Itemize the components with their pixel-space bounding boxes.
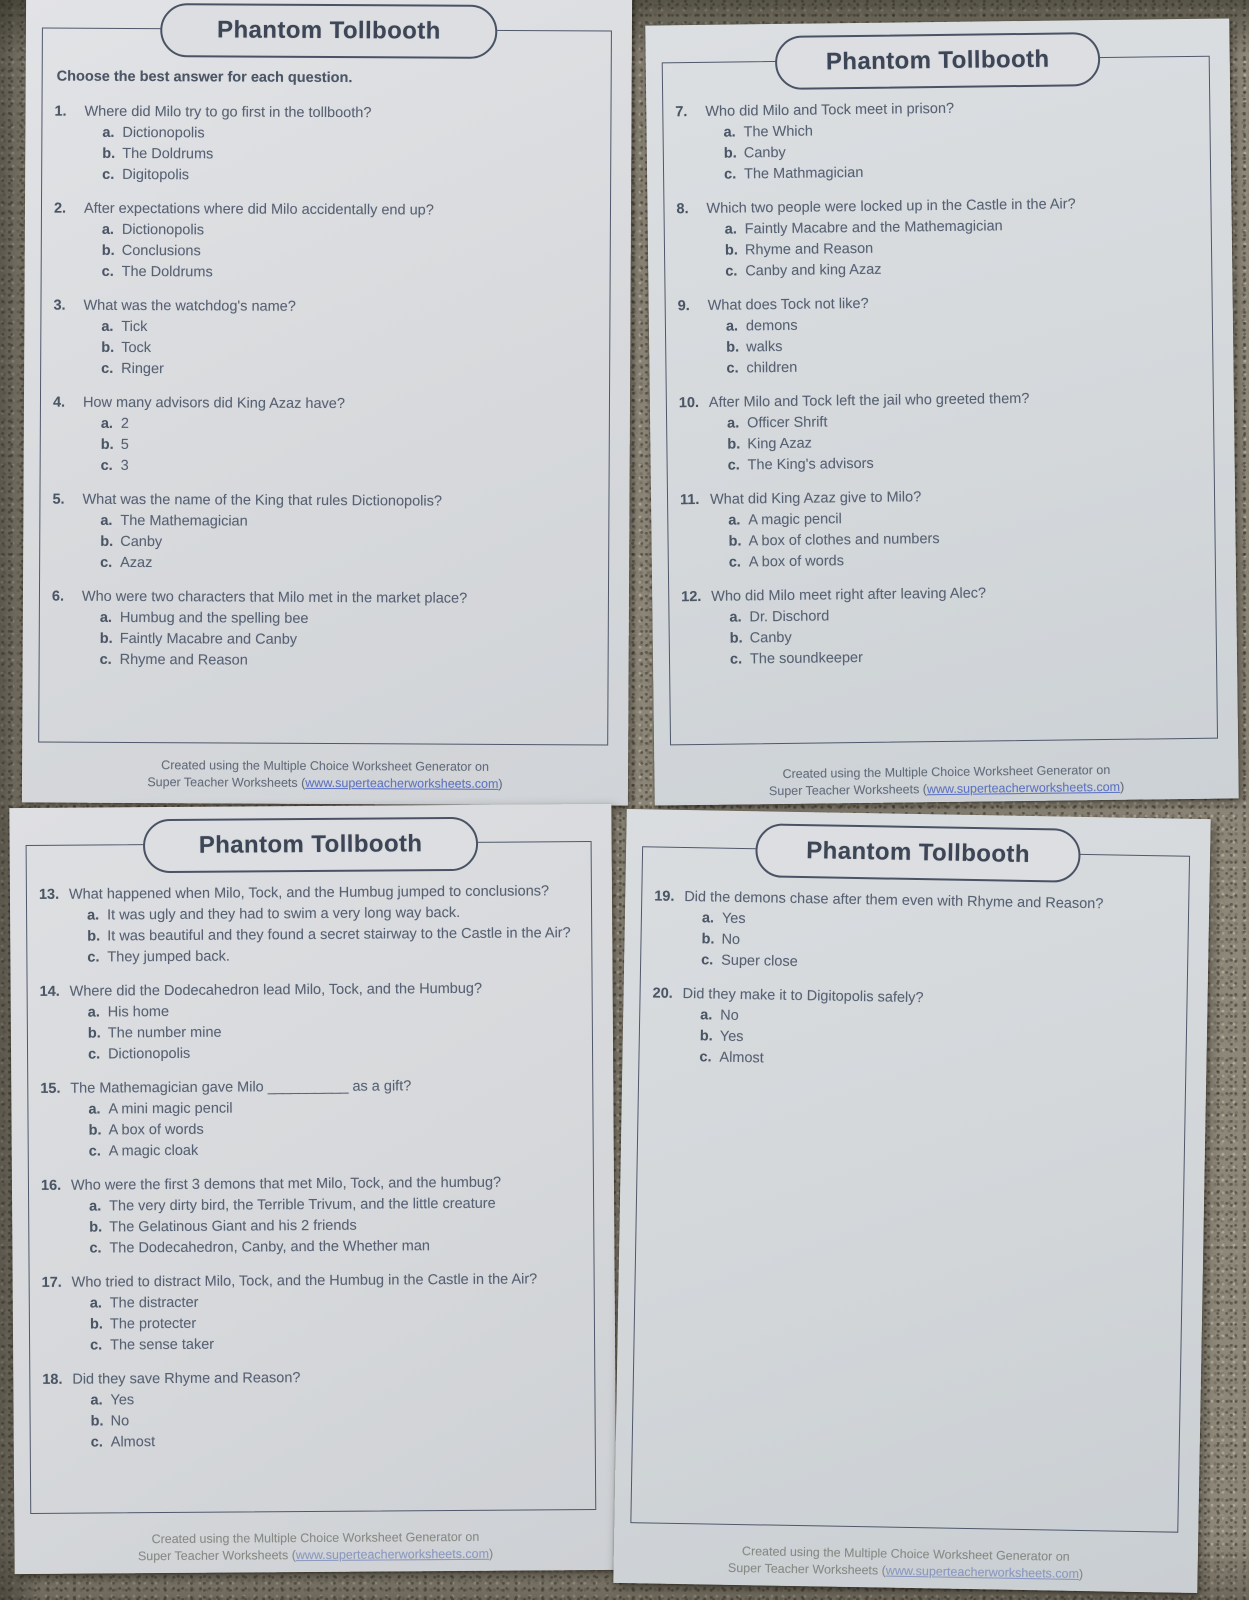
option-letter: c. [90, 1337, 103, 1354]
option-text: It was ugly and they had to swim a very long way back. [107, 904, 461, 924]
answer-option [102, 242, 596, 264]
answer-option [102, 166, 596, 188]
footer-line1: Created using the Multiple Choice Worksheet Generator on [741, 1544, 1070, 1564]
footer-site-name: Super Teacher Worksheets ( [147, 775, 306, 790]
question-body [84, 103, 596, 188]
question-text: Who were two characters that Milo met in the market place? [81, 588, 468, 607]
answer-option [90, 1333, 580, 1355]
option-letter: c. [100, 554, 113, 571]
question-body [82, 588, 594, 673]
option-letter: c. [90, 1434, 103, 1451]
answer-option [725, 257, 1197, 282]
option-text: No [720, 1007, 739, 1024]
question-text: Who were the first 3 demons that met Milo, Tock, and the humbug? [70, 1174, 502, 1194]
option-letter: b. [87, 928, 101, 945]
option-letter: a. [728, 512, 741, 529]
option-letter: c. [101, 360, 114, 377]
question-body [709, 388, 1200, 476]
page-title: Phantom Tollbooth [806, 837, 1031, 869]
page-title: Phantom Tollbooth [217, 16, 441, 45]
option-text: Almost [110, 1434, 156, 1451]
option-letter: a. [101, 221, 115, 238]
worksheet-title-banner [755, 823, 1081, 883]
option-text: Conclusions [121, 242, 201, 260]
footer-close-paren: ) [488, 1546, 494, 1561]
answer-option [101, 415, 595, 437]
worksheet-footer [654, 760, 1238, 801]
question-body [71, 1173, 580, 1259]
question-body [705, 97, 1196, 185]
question-text: Who tried to distract Milo, Tock, and the Humbug in the Castle in the Air? [71, 1271, 538, 1291]
option-letter: a. [89, 1295, 102, 1312]
option-text: Canby [120, 533, 163, 551]
question-body [84, 200, 596, 285]
option-text: A mini magic pencil [108, 1100, 233, 1118]
worksheet-footer [613, 1541, 1198, 1585]
worksheet-footer [22, 756, 628, 793]
answer-option [89, 1215, 579, 1237]
footer-line1: Created using the Multiple Choice Worksheet Generator on [151, 1529, 480, 1547]
option-letter: b. [89, 1219, 103, 1236]
question-number: 13. [38, 886, 60, 903]
option-letter: b. [88, 1122, 102, 1139]
answer-option [91, 1430, 581, 1452]
question [52, 491, 594, 576]
option-text: Tock [121, 339, 152, 357]
option-letter: b. [100, 436, 114, 453]
instructions: Choose the best answer for each question. [56, 68, 353, 87]
option-text: Yes [719, 1028, 744, 1046]
question-box [38, 28, 612, 746]
question [39, 882, 578, 968]
question [651, 984, 1172, 1075]
option-text: Dictionopolis [121, 221, 205, 239]
question-number: 8. [676, 201, 689, 218]
option-letter: c. [699, 1049, 712, 1066]
worksheet-page-4 [613, 809, 1210, 1593]
option-text: Yes [110, 1392, 135, 1409]
footer-link: www.superteacherworksheets.com [885, 1563, 1080, 1581]
question-number: 11. [679, 491, 700, 509]
worksheet-title-banner [160, 3, 498, 59]
option-letter: b. [699, 1028, 713, 1045]
option-letter: c. [727, 457, 740, 474]
question-body [83, 394, 595, 479]
option-letter: a. [89, 1198, 102, 1215]
option-letter: b. [728, 533, 742, 550]
question-list [52, 103, 597, 673]
question-text: Did the demons chase after them even with Rhyme and Reason? [684, 888, 1104, 913]
option-text: Faintly Macabre and the Mathemagician [744, 218, 1003, 238]
question [40, 1076, 579, 1162]
option-text: No [721, 931, 741, 948]
worksheet-page-3 [9, 804, 616, 1574]
answer-option [88, 1097, 578, 1119]
option-text: Super close [721, 952, 798, 970]
answer-option [100, 651, 594, 673]
option-text: 3 [120, 457, 129, 474]
question-body [72, 1367, 581, 1453]
option-text: Canby [749, 629, 792, 647]
option-letter: a. [100, 512, 113, 529]
question-number: 19. [654, 888, 675, 905]
question-number: 4. [52, 394, 66, 411]
question-body [710, 485, 1201, 573]
question-box [662, 56, 1218, 746]
option-text: The Doldrums [121, 263, 213, 281]
question [54, 103, 596, 188]
option-letter: c. [88, 1046, 101, 1063]
page-title: Phantom Tollbooth [198, 830, 423, 859]
option-letter: c. [88, 1143, 101, 1160]
answer-option [89, 1236, 579, 1258]
option-letter: a. [102, 124, 115, 141]
question-number: 20. [652, 985, 673, 1002]
answer-option [88, 1021, 578, 1043]
option-text: The sense taker [110, 1336, 215, 1354]
option-text: Canby and king Azaz [745, 261, 882, 280]
footer-site-name: Super Teacher Worksheets ( [727, 1560, 886, 1578]
option-letter: a. [701, 910, 715, 927]
option-letter: b. [726, 339, 740, 356]
question [653, 887, 1174, 978]
question [679, 388, 1200, 476]
answer-option [729, 548, 1201, 573]
question-body [82, 491, 594, 576]
answer-option [102, 145, 596, 167]
footer-line1: Created using the Multiple Choice Worksheet Generator on [161, 758, 489, 774]
option-text: walks [746, 338, 783, 356]
question-text: What was the name of the King that rules Dictionopolis? [82, 491, 442, 510]
question [681, 582, 1202, 670]
option-letter: a. [101, 318, 114, 335]
question-number: 15. [40, 1080, 61, 1097]
answer-option [87, 945, 577, 967]
question-text: Did they save Rhyme and Reason? [72, 1370, 301, 1388]
option-letter: b. [724, 242, 738, 259]
option-letter: b. [87, 1025, 101, 1042]
option-text: 5 [120, 436, 129, 453]
question-number: 7. [675, 104, 688, 121]
option-text: Rhyme and Reason [119, 651, 248, 669]
option-text: Dictionopolis [122, 124, 205, 142]
option-letter: c. [99, 651, 112, 668]
option-letter: a. [87, 1004, 100, 1021]
option-letter: b. [727, 436, 741, 453]
answer-option [724, 160, 1196, 185]
question-text: What was the watchdog's name? [83, 297, 296, 315]
question-box [630, 846, 1190, 1532]
question-body [83, 297, 595, 382]
answer-option [89, 1194, 579, 1216]
option-text: The Dodecahedron, Canby, and the Whether man [109, 1238, 431, 1257]
footer-site-name: Super Teacher Worksheets ( [137, 1548, 296, 1564]
question [676, 194, 1197, 282]
page-title: Phantom Tollbooth [825, 45, 1050, 76]
footer-close-paren: ) [1078, 1566, 1084, 1582]
answer-option [102, 263, 596, 285]
option-text: Rhyme and Reason [744, 240, 874, 259]
option-text: Yes [721, 910, 746, 928]
option-letter: a. [725, 318, 739, 335]
option-text: The number mine [107, 1024, 222, 1042]
question-body [70, 979, 579, 1065]
question-text: Who did Milo and Tock meet in prison? [705, 100, 955, 120]
option-text: Almost [719, 1049, 764, 1067]
question-number: 10. [678, 394, 700, 412]
option-letter: c. [102, 166, 115, 183]
footer-close-paren: ) [1119, 779, 1125, 794]
option-text: Humbug and the spelling bee [119, 609, 309, 627]
option-letter: b. [102, 145, 116, 162]
question-number: 9. [677, 298, 690, 315]
question-body [711, 582, 1202, 670]
option-letter: b. [701, 931, 715, 948]
question-list [39, 882, 581, 1453]
question-text: Who did Milo meet right after leaving Alec? [711, 585, 987, 605]
answer-option [87, 924, 577, 946]
option-text: No [110, 1413, 130, 1430]
option-text: The Doldrums [122, 145, 214, 163]
option-letter: b. [729, 630, 743, 647]
option-letter: a. [700, 1007, 713, 1024]
option-text: It was beautiful and they found a secret stairway to the Castle in the Air? [107, 925, 571, 945]
question [42, 1270, 581, 1356]
question [54, 200, 596, 285]
question [680, 485, 1201, 573]
option-letter: a. [100, 415, 113, 432]
answer-option [102, 221, 596, 243]
question-number: 16. [40, 1177, 62, 1194]
option-letter: a. [727, 415, 740, 432]
answer-option [101, 318, 595, 340]
answer-option [88, 1000, 578, 1022]
option-letter: c. [701, 952, 714, 969]
option-text: demons [745, 317, 798, 335]
question-body [683, 888, 1174, 979]
answer-option [101, 436, 595, 458]
question [53, 297, 595, 382]
option-text: Tick [121, 318, 148, 336]
option-text: A magic pencil [748, 511, 842, 529]
question-body [706, 194, 1197, 282]
question-number: 3. [53, 297, 66, 314]
question-body [70, 1076, 579, 1162]
footer-line2 [15, 1545, 617, 1566]
option-letter: c. [89, 1240, 102, 1257]
question-body [69, 882, 578, 968]
option-letter: a. [724, 221, 737, 238]
option-letter: a. [99, 609, 112, 626]
option-text: They jumped back. [107, 948, 230, 966]
question [678, 291, 1199, 379]
question [40, 979, 579, 1065]
footer-close-paren: ) [498, 776, 503, 791]
option-text: children [746, 359, 798, 377]
worksheet-footer [14, 1528, 616, 1566]
option-letter: b. [100, 533, 114, 550]
option-text: Azaz [120, 554, 153, 572]
option-text: The very dirty bird, the Terrible Trivum, and the little creature [109, 1195, 496, 1215]
answer-option [101, 339, 595, 361]
question-text: After expectations where did Milo accidentally end up? [83, 200, 434, 219]
worksheet-title-banner [143, 817, 478, 873]
option-text: The King's advisors [747, 455, 874, 474]
option-text: A box of words [108, 1121, 204, 1139]
answer-option [102, 124, 596, 146]
question-body [681, 985, 1172, 1076]
option-letter: c. [728, 554, 742, 571]
option-letter: a. [729, 609, 742, 626]
option-letter: c. [87, 949, 100, 966]
question-number: 6. [51, 588, 65, 605]
question-text: Where did Milo try to go first in the tollbooth? [84, 103, 372, 122]
option-text: Dictionopolis [107, 1045, 191, 1063]
question-number: 2. [53, 200, 67, 217]
option-letter: c. [725, 263, 738, 280]
option-text: The Which [743, 123, 813, 141]
answer-option [100, 554, 594, 576]
question [42, 1367, 581, 1453]
option-letter: c. [101, 263, 114, 280]
option-letter: a. [90, 1392, 103, 1409]
answer-option [90, 1312, 580, 1334]
option-text: Officer Shrift [747, 414, 828, 432]
option-letter: b. [89, 1316, 103, 1333]
question-body [72, 1270, 581, 1356]
option-letter: c. [726, 360, 739, 377]
worksheet-page-2 [645, 18, 1238, 805]
question-text: How many advisors did King Azaz have? [82, 394, 345, 413]
option-letter: c. [100, 457, 113, 474]
answer-option [90, 1388, 580, 1410]
option-letter: b. [101, 339, 115, 356]
question-text: Which two people were locked up in the Castle in the Air? [706, 196, 1076, 217]
question-text: What did King Azaz give to Milo? [709, 489, 922, 508]
option-text: The Gelatinous Giant and his 2 friends [109, 1217, 357, 1236]
option-text: 2 [120, 415, 129, 432]
question [41, 1173, 580, 1259]
option-letter: b. [723, 145, 737, 162]
question [52, 588, 594, 673]
option-text: The Mathemagician [120, 512, 248, 530]
option-text: The soundkeeper [749, 649, 863, 668]
option-letter: b. [90, 1413, 104, 1430]
answer-option [100, 512, 594, 534]
option-text: The protecter [109, 1315, 197, 1333]
worksheet-page-1 [22, 0, 632, 806]
footer-link: www.superteacherworksheets.com [926, 779, 1121, 797]
footer-line2 [22, 773, 628, 793]
option-letter: b. [101, 242, 115, 259]
option-text: The Mathmagician [743, 164, 864, 183]
option-text: A box of words [748, 553, 845, 571]
question-number: 18. [42, 1371, 63, 1388]
answer-option [88, 1042, 578, 1064]
question-number: 17. [41, 1274, 62, 1291]
question-number: 14. [39, 983, 60, 1000]
answer-option [89, 1118, 579, 1140]
answer-option [91, 1409, 581, 1431]
question [53, 394, 595, 479]
option-text: The distracter [109, 1294, 199, 1312]
answer-option [730, 645, 1202, 670]
answer-option [101, 457, 595, 479]
question-list [675, 97, 1202, 670]
option-letter: a. [88, 1101, 101, 1118]
footer-site-name: Super Teacher Worksheets ( [768, 782, 928, 799]
question-text: What does Tock not like? [707, 295, 869, 314]
option-text: A magic cloak [108, 1142, 199, 1160]
option-letter: b. [99, 630, 113, 647]
question-text: What happened when Milo, Tock, and the Humbug jumped to conclusions? [68, 883, 550, 903]
answer-option [726, 354, 1198, 379]
option-letter: a. [87, 907, 100, 924]
question-box [26, 841, 597, 1514]
question [675, 97, 1196, 185]
answer-option [728, 451, 1200, 476]
option-text: Dr. Dischord [749, 608, 830, 626]
option-text: Canby [743, 144, 786, 162]
answer-option [90, 1291, 580, 1313]
answer-option [101, 360, 595, 382]
question-text: After Milo and Tock left the jail who greeted them? [708, 390, 1030, 411]
question-body [708, 291, 1199, 379]
footer-link: www.superteacherworksheets.com [295, 1546, 490, 1563]
answer-option [89, 1139, 579, 1161]
answer-option [87, 903, 577, 925]
question-list [651, 887, 1174, 1075]
option-text: King Azaz [747, 435, 812, 453]
option-letter: c. [723, 166, 737, 183]
question-text: Did they make it to Digitopolis safely? [682, 985, 924, 1007]
option-letter: a. [723, 124, 736, 141]
question-number: 12. [681, 588, 702, 606]
footer-line1: Created using the Multiple Choice Worksheet Generator on [782, 762, 1111, 781]
option-text: Faintly Macabre and Canby [119, 630, 298, 648]
worksheet-title-banner [775, 32, 1101, 90]
option-letter: c. [729, 651, 743, 668]
answer-option [100, 630, 594, 652]
answer-option [100, 533, 594, 555]
question-text: Where did the Dodecahedron lead Milo, Tock, and the Humbug? [69, 980, 483, 1000]
option-text: His home [107, 1004, 170, 1021]
question-number: 1. [54, 103, 67, 120]
option-text: Digitopolis [122, 166, 190, 184]
option-text: A box of clothes and numbers [748, 531, 940, 550]
answer-option [100, 609, 594, 631]
option-text: Ringer [121, 360, 164, 378]
question-text: The Mathemagician gave Milo __________ as a gift? [70, 1078, 412, 1097]
question-number: 5. [52, 491, 65, 508]
footer-link: www.superteacherworksheets.com [305, 775, 499, 791]
